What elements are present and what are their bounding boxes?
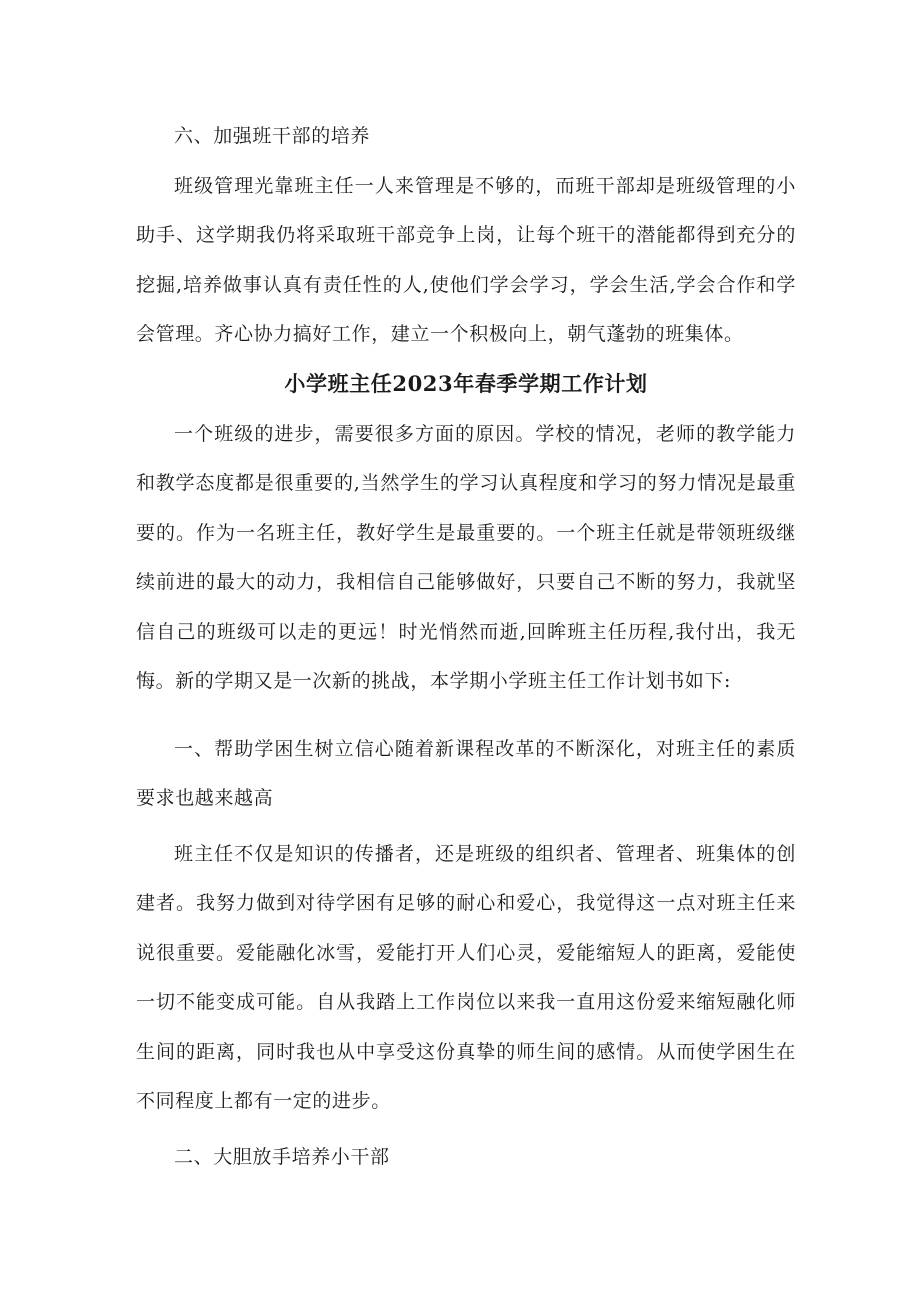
document-page (136, 112, 796, 1182)
document-title: 小学班主任2023年春季学期工作计划 (284, 370, 648, 396)
section-one-heading: 一、帮助学困生树立信心随着新课程改革的不断深化，对班主任的素质要求也越来越高 (136, 737, 796, 809)
section-six-body: 班级管理光靠班主任一人来管理是不够的，而班干部却是班级管理的小助手、这学期我仍将采取班干部竞争上岗，让每个班干的潜能都得到充分的挖掘,培养做事认真有责任性的人,使他们学会学习，学会生活,学会合作和学会管理。齐心协力搞好工作，建立一个积极向上，朝气蓬勃的班集体。 (136, 174, 796, 345)
section-six-heading: 六、加强班干部的培养 (174, 125, 371, 147)
section-two-heading: 二、大胆放手培养小干部 (174, 1145, 390, 1168)
section-one-body: 班主任不仅是知识的传播者，还是班级的组织者、管理者、班集体的创建者。我努力做到对待学困有足够的耐心和爱心，我觉得这一点对班主任来说很重要。爱能融化冰雪，爱能打开人们心灵，爱能缩短人的距离，爱能使一切不能变成可能。自从我踏上工作岗位以来我一直用这份爱来缩短融化师生间的距离，同时我也从中享受这份真挚的师生间的感情。从而使学困生在不同程度上都有一定的进步。 (136, 842, 796, 1112)
intro-paragraph: 一个班级的进步，需要很多方面的原因。学校的情况，老师的教学能力和教学态度都是很重要的,当然学生的学习认真程度和学习的努力情况是最重要的。作为一名班主任，教好学生是最重要的。一个班主任就是带领班级继续前进的最大的动力，我相信自己能够做好，只要自己不断的努力，我就坚信自己的班级可以走的更远！时光悄然而逝,回眸班主任历程,我付出，我无悔。新的学期又是一次新的挑战，本学期小学班主任工作计划书如下: (136, 422, 796, 692)
